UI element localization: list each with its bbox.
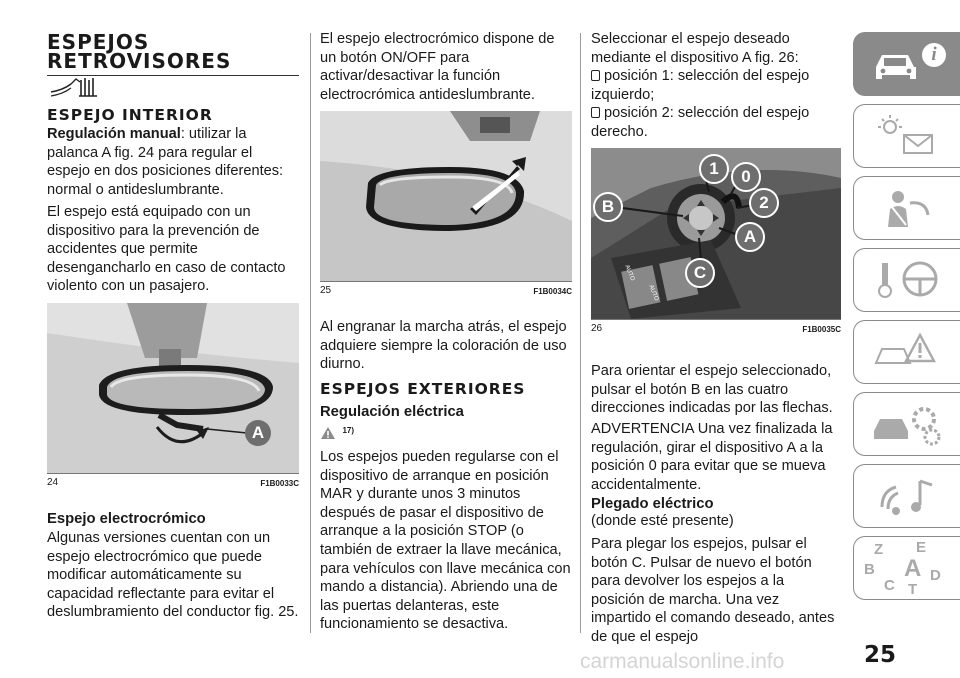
paragraph-marcha-atras: Al engranar la marcha atrás, el espejo adquiere siempre la coloración de uso diurno.	[320, 319, 567, 373]
mirror-symbol-icon	[49, 74, 99, 105]
figure-25	[320, 111, 572, 296]
paragraph-orientar: Para orientar el espejo seleccionado, pulsar el botón B en las cuatro direcciones indicadas por las flechas.	[591, 363, 833, 417]
callout-a: A	[245, 420, 271, 446]
paragraph-electrocromico: Algunas versiones cuentan con un espejo electrocrómico que puede modificar automáticamente su capacidad reflectante para evitar el deslumbramiento del conductor fig. 25.	[47, 530, 299, 621]
warning-reference: 17)	[320, 426, 354, 446]
info-icon: i	[922, 43, 946, 67]
sidebar-tab-dashboard-lights[interactable]	[853, 104, 960, 168]
page-title: ESPEJOS RETROVISORES	[47, 33, 299, 76]
subheading-plegado: Plegado eléctrico	[591, 496, 714, 512]
callout-b: B	[593, 192, 623, 222]
multimedia-icon	[868, 471, 948, 521]
light-and-envelope-icon	[868, 111, 948, 161]
section-heading-interior: ESPEJO INTERIOR	[47, 106, 213, 124]
callout-2: 2	[749, 188, 779, 218]
plegado-note: (donde esté presente)	[591, 513, 734, 529]
interior-mirror-illustration	[47, 303, 299, 473]
paragraph-regulacion: Regulación manual: utilizar la palanca A fig. 24 para regular el espejo en dos posiciones diferentes: normal o antideslumbrante.	[47, 126, 284, 198]
column-divider-2	[580, 33, 581, 633]
car-icon	[868, 43, 928, 87]
paragraph-onoff: El espejo electrocrómico dispone de un botón ON/OFF para activar/desactivar la función electrocrómica antideslumbrante.	[320, 31, 555, 103]
car-and-gears-icon	[868, 399, 948, 449]
figure-24-image	[47, 303, 299, 473]
switch-label-auto: AUTO	[623, 264, 636, 282]
section-heading-exteriores: ESPEJOS EXTERIORES	[320, 380, 526, 398]
callout-a: A	[735, 222, 765, 252]
sidebar-tab-emergency[interactable]	[853, 320, 960, 384]
sidebar-tab-service[interactable]	[853, 392, 960, 456]
seatbelt-airbag-icon	[868, 183, 948, 233]
column-divider-1	[310, 33, 311, 633]
sidebar-tab-index[interactable]	[853, 536, 960, 600]
sidebar-tab-safety[interactable]	[853, 176, 960, 240]
bullet-item-1: posición 1: selección del espejo izquierdo;	[591, 68, 810, 103]
callout-c: C	[685, 258, 715, 288]
sidebar-tab-multimedia[interactable]	[853, 464, 960, 528]
figure-26-caption: 26 F1B0035C	[591, 319, 841, 334]
paragraph-dispositivo: El espejo está equipado con un dispositivo para la prevención de accidentes que permite desengancharlo en caso de contacto violento con un pasajero.	[47, 204, 286, 295]
figure-25-image	[320, 111, 572, 281]
subheading-regulacion-electrica: Regulación eléctrica	[320, 404, 464, 420]
figure-25-caption: 25 F1B0034C	[320, 281, 572, 296]
paragraph-advertencia: ADVERTENCIA Una vez finalizada la regulación, girar el dispositivo A a la posición 0 para evitar que se mueva accidentalmente.	[591, 421, 833, 493]
callout-0: 0	[731, 162, 761, 192]
bullet-item-2: posición 2: selección del espejo derecho.	[591, 105, 810, 140]
switch-label-auto: AUTO	[647, 284, 660, 302]
subheading-electrocromico: Espejo electrocrómico	[47, 511, 206, 527]
page-number: 25	[864, 642, 897, 668]
figure-24	[47, 303, 299, 488]
figure-24-caption: 24 F1B0033C	[47, 473, 299, 488]
callout-1: 1	[699, 154, 729, 184]
watermark: carmanualsonline.info	[580, 650, 785, 673]
electrochromic-mirror-illustration	[320, 111, 572, 281]
bullet-square-icon	[591, 70, 600, 81]
key-and-steering-wheel-icon	[868, 255, 948, 305]
car-breakdown-icon	[868, 327, 948, 377]
alphabet-index-icon: Z E B A D C T	[864, 539, 941, 598]
paragraph-plegar: Para plegar los espejos, pulsar el botón C. Pulsar de nuevo el botón para devolver los espejos a la posición de marcha. Una vez impartido el comando deseado, antes de que el espejo	[591, 536, 835, 645]
paragraph-seleccionar: Seleccionar el espejo deseado mediante el dispositivo A fig. 26:	[591, 31, 799, 66]
figure-26-image	[591, 148, 841, 319]
paragraph-dispositivo-arranque: Los espejos pueden regularse con el dispositivo de arranque en posición MAR y durante unos 3 minutos después de pasar el dispositivo de arranque a la posición STOP (o también de extraer la llave mecánica, para vehículos con llave mecánica con mando a distancia). Abriendo una de las puertas delanteras, este funcionamiento se desactiva.	[320, 449, 571, 633]
bullet-square-icon	[591, 107, 600, 118]
sidebar-tab-vehicle-info[interactable]	[853, 32, 960, 96]
figure-26	[591, 148, 841, 334]
sidebar-tab-driving[interactable]	[853, 248, 960, 312]
warning-triangle-icon	[320, 426, 336, 440]
